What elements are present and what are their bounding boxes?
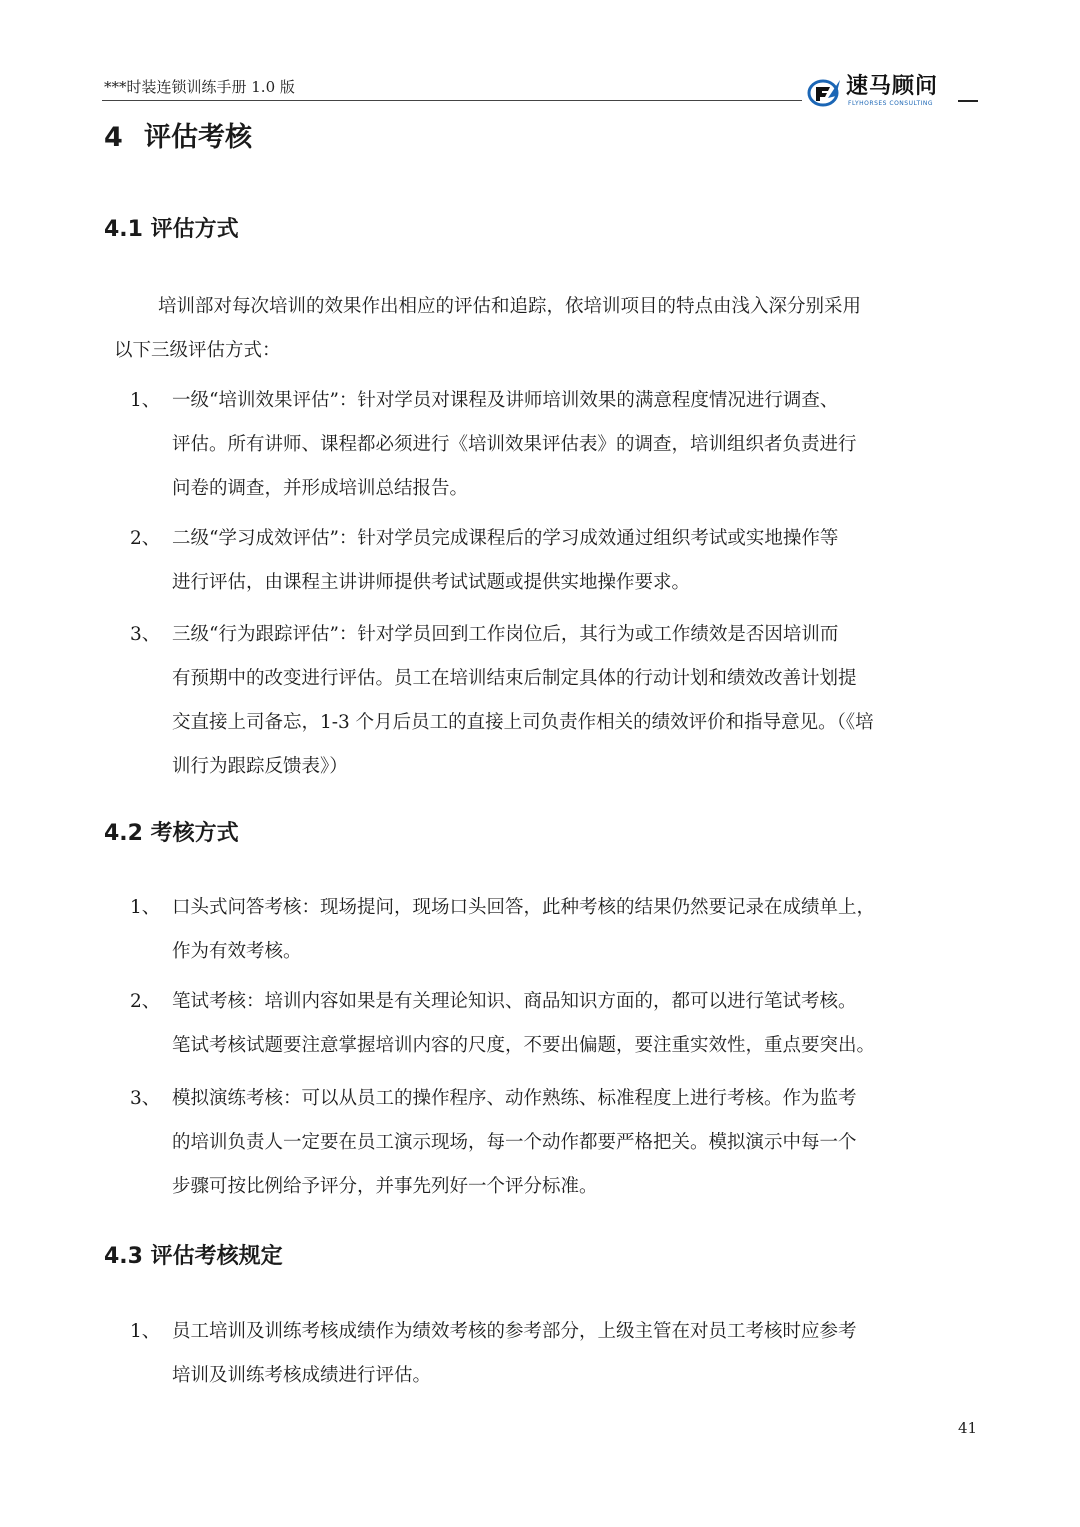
- list-item-line: 步骤可按比例给予评分，并事先列好一个评分标准。: [172, 1176, 598, 1197]
- document-header-title: ***时装连锁训练手册 1.0 版: [104, 78, 295, 96]
- list-item-number: 1、: [130, 390, 161, 411]
- chapter-title: 评估考核: [144, 122, 252, 153]
- list-item-line: 进行评估，由课程主讲讲师提供考试试题或提供实地操作要求。: [172, 572, 691, 593]
- logo-name: 速马顾问: [846, 74, 939, 99]
- section-heading: 4.2 考核方式: [104, 821, 239, 846]
- list-item-line: 一级“培训效果评估”：针对学员对课程及讲师培训效果的满意程度情况进行调查、: [172, 390, 839, 411]
- list-item-number: 2、: [130, 528, 161, 549]
- list-item-number: 1、: [130, 1321, 161, 1342]
- chapter-heading: [104, 118, 252, 158]
- section-heading: 4.3 评估考核规定: [104, 1244, 283, 1269]
- section-intro-line: 培训部对每次培训的效果作出相应的评估和追踪，依培训项目的特点由浅入深分别采用: [158, 296, 862, 317]
- list-item-line: 模拟演练考核：可以从员工的操作程序、动作熟练、标准程度上进行考核。作为监考: [172, 1088, 857, 1109]
- list-item-number: 2、: [130, 991, 161, 1012]
- list-item-number: 3、: [130, 1088, 161, 1109]
- chapter-number: 4: [104, 122, 123, 153]
- page-number: 41: [958, 1419, 978, 1437]
- list-item-line: 评估。所有讲师、课程都必须进行《培训效果评估表》的调查，培训组织者负责进行: [172, 434, 857, 455]
- list-item-number: 1、: [130, 897, 161, 918]
- section-heading: 4.1 评估方式: [104, 217, 239, 242]
- list-item-line: 问卷的调查，并形成培训总结报告。: [172, 478, 469, 499]
- section-intro-line: 以下三级评估方式：: [114, 340, 281, 361]
- header-rule: [102, 100, 802, 101]
- list-item-line: 笔试考核试题要注意掌握培训内容的尺度，不要出偏题，要注重实效性，重点要突出。: [172, 1035, 876, 1056]
- list-item-line: 笔试考核：培训内容如果是有关理论知识、商品知识方面的，都可以进行笔试考核。: [172, 991, 857, 1012]
- list-item-line: 培训及训练考核成绩进行评估。: [172, 1365, 432, 1386]
- list-item-number: 3、: [130, 624, 161, 645]
- list-item-line: 员工培训及训练考核成绩作为绩效考核的参考部分，上级主管在对员工考核时应参考: [172, 1321, 857, 1342]
- list-item-line: 的培训负责人一定要在员工演示现场，每一个动作都要严格把关。模拟演示中每一个: [172, 1132, 857, 1153]
- list-item-line: 口头式问答考核：现场提问，现场口头回答，此种考核的结果仍然要记录在成绩单上，: [172, 897, 876, 918]
- logo-subtitle: FLYHORSES CONSULTING: [848, 100, 934, 107]
- list-item-line: 三级“行为跟踪评估”：针对学员回到工作岗位后，其行为或工作绩效是否因培训而: [172, 624, 839, 645]
- list-item-line: 训行为跟踪反馈表》）: [172, 756, 348, 777]
- list-item-line: 有预期中的改变进行评估。员工在培训结束后制定具体的行动计划和绩效改善计划提: [172, 668, 857, 689]
- list-item-line: 二级“学习成效评估”：针对学员完成课程后的学习成效通过组织考试或实地操作等: [172, 528, 839, 549]
- company-logo: [806, 74, 966, 110]
- list-item-line: 作为有效考核。: [172, 941, 302, 962]
- logo-mark-icon: [806, 74, 842, 110]
- list-item-line: 交直接上司备忘，1-3 个月后员工的直接上司负责作相关的绩效评价和指导意见。（《培: [172, 712, 874, 733]
